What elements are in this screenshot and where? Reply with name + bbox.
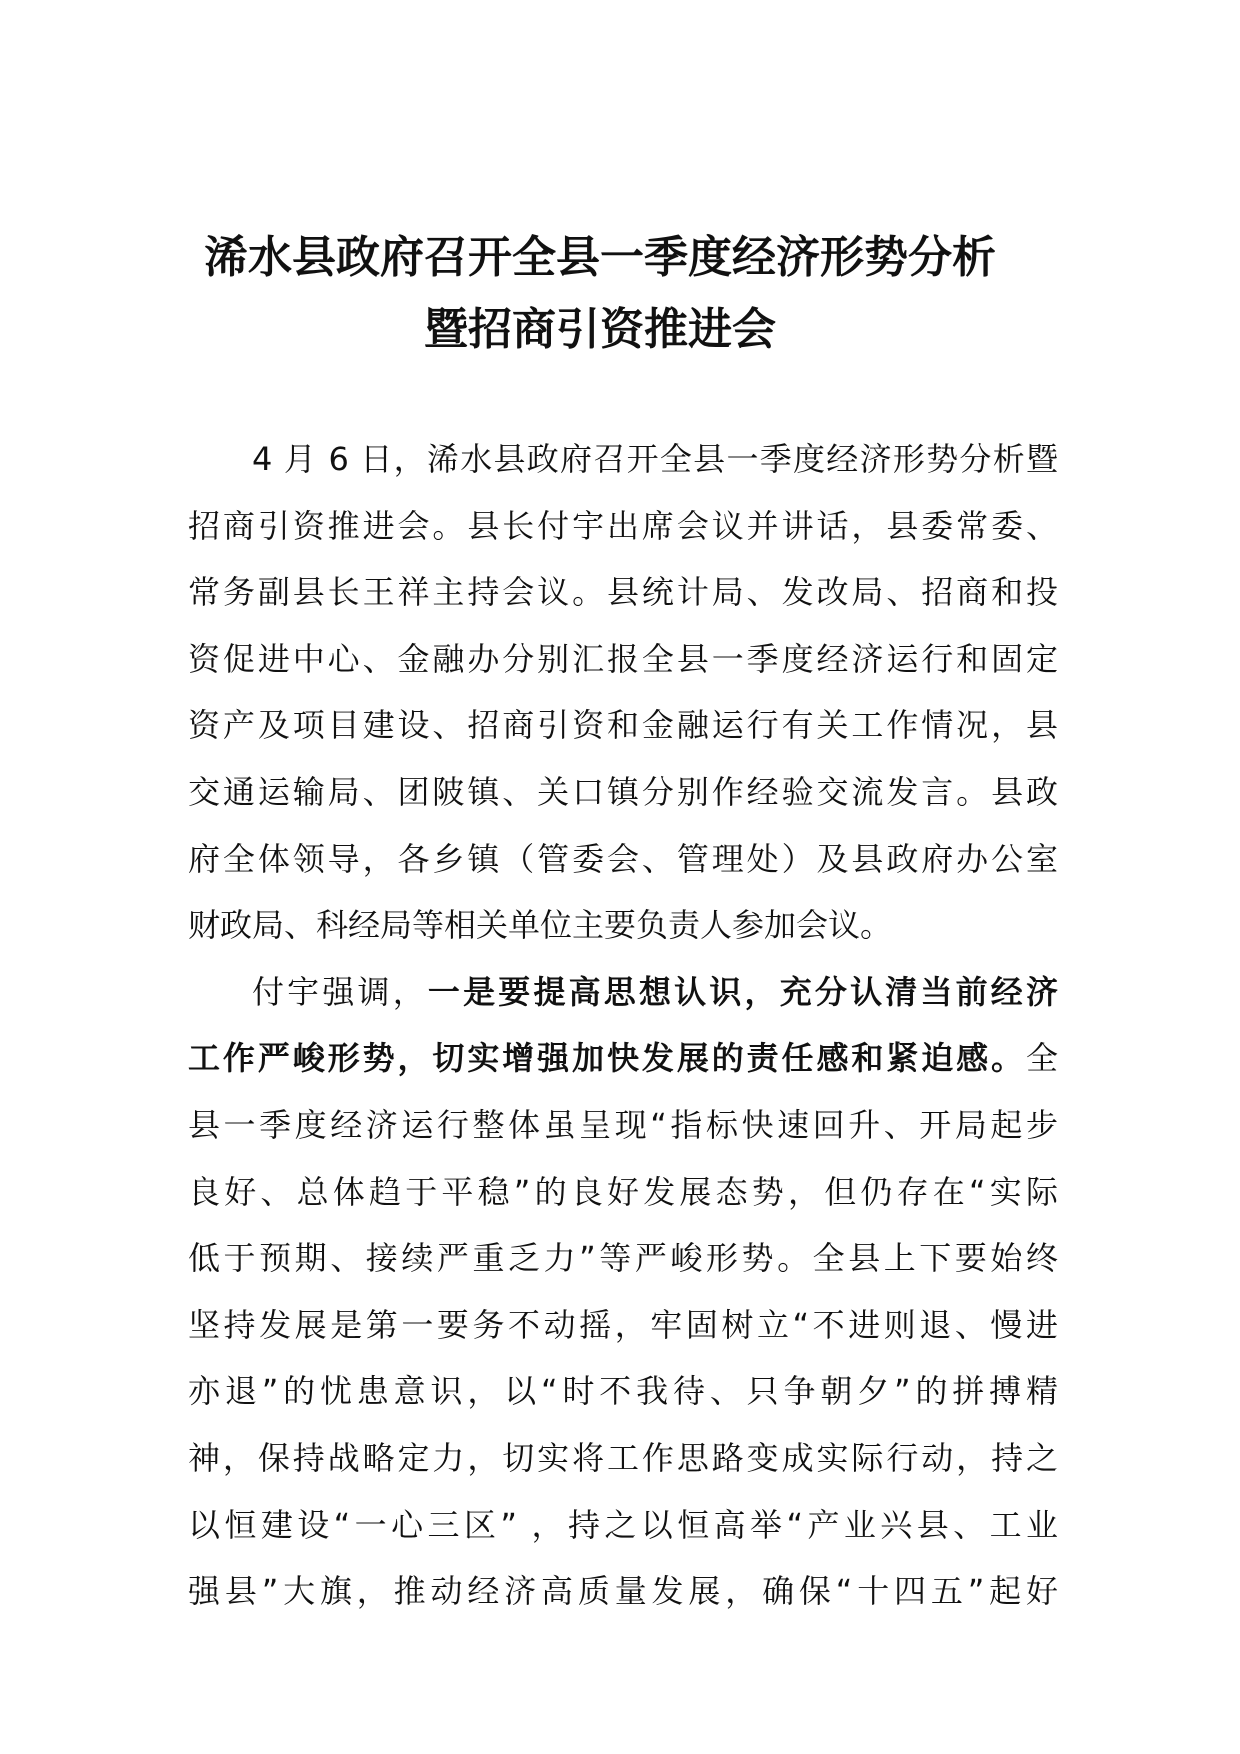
text-line: 资产及项目建设、招商引资和金融运行有关工作情况，县	[188, 706, 1058, 745]
title-line-1: 浠水县政府召开全县一季度经济形势分析	[204, 232, 996, 283]
text-line: 4 月 6 日，浠水县政府召开全县一季度经济形势分析暨	[252, 440, 1058, 478]
text-line: 神，保持战略定力，切实将工作思路变成实际行动，持之	[188, 1438, 1058, 1477]
document-title	[150, 222, 1050, 366]
text-line: 交通运输局、团陂镇、关口镇分别作经验交流发言。县政	[188, 772, 1058, 811]
text-line	[188, 959, 1058, 1026]
text-line: 亦退”的忧患意识，以“时不我待、只争朝夕”的拼搏精	[188, 1372, 1058, 1411]
text-line	[188, 1025, 1058, 1092]
text-line: 财政局、科经局等相关单位主要负责人参加会议。	[188, 906, 893, 945]
text-line: 低于预期、接续严重乏力”等严峻形势。全县上下要始终	[188, 1239, 1058, 1278]
title-line-2: 暨招商引资推进会	[424, 304, 776, 355]
text-line: 坚持发展是第一要务不动摇，牢固树立“不进则退、慢进	[188, 1305, 1058, 1344]
document-body	[188, 426, 1058, 1625]
key-point-bold: 工作严峻形势，切实增强加快发展的责任感和紧迫感。	[188, 1039, 1026, 1078]
text-line: 资促进中心、金融办分别汇报全县一季度经济运行和固定	[188, 639, 1058, 678]
text-line: 良好、总体趋于平稳”的良好发展态势，但仍存在“实际	[188, 1172, 1058, 1211]
text-fragment: 全	[1025, 1039, 1058, 1078]
text-line: 以恒建设“一心三区” ，持之以恒高举“产业兴县、工业	[188, 1505, 1058, 1544]
paragraph-2	[188, 959, 1058, 1625]
paragraph-1	[188, 426, 1058, 959]
speaker-intro: 付宇强调，	[252, 972, 428, 1011]
text-line: 府全体领导，各乡镇（管委会、管理处）及县政府办公室	[188, 839, 1058, 878]
text-line: 常务副县长王祥主持会议。县统计局、发改局、招商和投	[188, 573, 1058, 612]
text-line: 县一季度经济运行整体虽呈现“指标快速回升、开局起步	[188, 1105, 1058, 1144]
text-line: 强县”大旗，推动经济高质量发展，确保“十四五”起好	[188, 1572, 1058, 1611]
text-line: 招商引资推进会。县长付宇出席会议并讲话，县委常委、	[188, 506, 1058, 545]
key-point-bold: 一是要提高思想认识，充分认清当前经济	[427, 972, 1058, 1011]
